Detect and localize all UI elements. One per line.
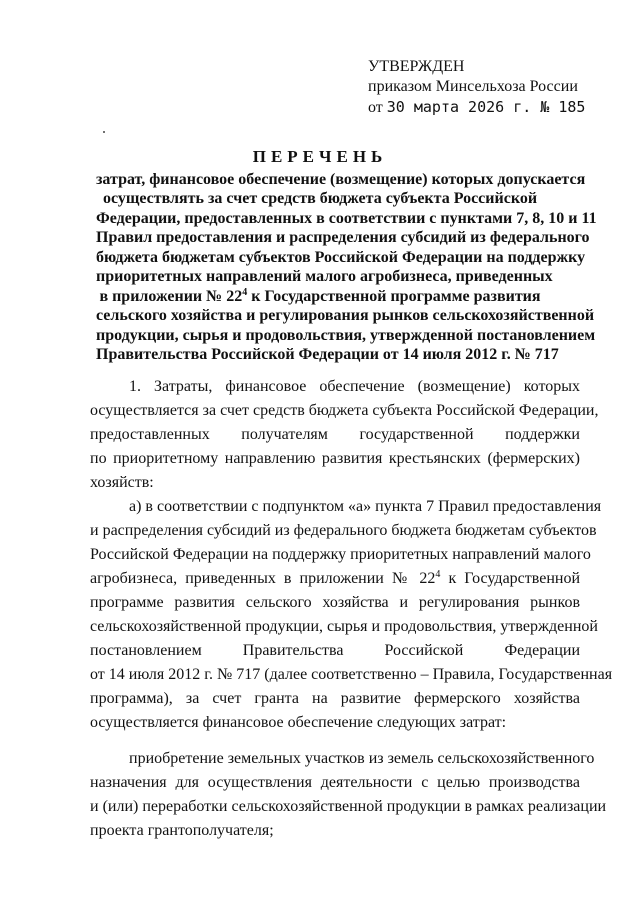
approval-stamp <box>368 57 618 118</box>
title-line: Правил предоставления и распределения субсидий из федерального <box>96 229 590 246</box>
text-line: программа), за счет гранта на развитие фермерского хозяйства <box>90 690 580 707</box>
text-line: сельскохозяйственной продукции, сырья и продовольствия, утвержденной <box>90 618 598 635</box>
text-line: программе развития сельского хозяйства и регулирования рынков <box>90 594 580 611</box>
title-heading: ПЕРЕЧЕНЬ <box>252 147 388 166</box>
title-line: сельского хозяйства и регулирования рынков сельскохозяйственной <box>96 307 595 324</box>
document-body <box>90 375 613 843</box>
title-line: осуществлять за счет средств бюджета субъекта Российской <box>102 190 538 207</box>
paragraph-2 <box>90 495 613 735</box>
title-line <box>96 287 544 307</box>
text-line-part: агробизнеса, приведенных в приложении № 22 <box>90 570 436 587</box>
text-line: от 14 июля 2012 г. № 717 (далее соответственно – Правила, Государственная <box>90 666 613 683</box>
document-title <box>96 147 597 365</box>
text-line: предоставленных получателям государственной поддержки <box>90 426 580 443</box>
approval-date-value: 30 марта 2026 г. № 185 <box>386 98 586 116</box>
text-superscript: 4 <box>435 569 441 580</box>
title-line: Правительства Российской Федерации от 14 июля 2012 г. № 717 <box>96 346 559 363</box>
paragraph-1 <box>90 375 599 495</box>
text-line: а) в соответствии с подпунктом «а» пункта 7 Правил предоставления <box>129 498 602 515</box>
approval-date-prefix: от <box>368 99 383 116</box>
text-line: проекта грантополучателя; <box>90 822 274 839</box>
text-line: по приоритетному направлению развития крестьянских (фермерских) <box>90 450 580 467</box>
title-line-part: в приложении № 22 <box>99 287 243 305</box>
text-line: хозяйств: <box>90 474 154 491</box>
title-line: затрат, финансовое обеспечение (возмещение) которых допускается <box>96 170 586 188</box>
title-line-part: к Государственной программе развития <box>247 287 541 305</box>
text-line: и распределения субсидий из федерального бюджета бюджетам субъектов <box>90 522 597 539</box>
title-line: бюджета бюджетам субъектов Российской Федерации на поддержку <box>96 248 586 266</box>
text-line-part: к Государственной <box>440 570 581 587</box>
scan-speck <box>103 131 105 133</box>
text-line: постановлением Правительства Российской Федерации <box>90 642 580 659</box>
title-line: Федерации, предоставленных в соответствии с пунктами 7, 8, 10 и 11 <box>96 209 597 227</box>
text-line: и (или) переработки сельскохозяйственной продукции в рамках реализации <box>90 798 607 815</box>
text-line <box>90 567 580 591</box>
text-line: осуществляется финансовое обеспечение следующих затрат: <box>90 714 507 731</box>
approval-status: УТВЕРЖДЕН <box>368 58 465 75</box>
text-line: Российской Федерации на поддержку приоритетных направлений малого <box>90 546 591 563</box>
title-superscript: 4 <box>242 286 248 298</box>
text-line: приобретение земельных участков из земель сельскохозяйственного <box>129 750 595 767</box>
approval-order: приказом Минсельхоза России <box>368 78 578 95</box>
text-line: осуществляется за счет средств бюджета субъекта Российской Федерации, <box>90 402 599 419</box>
title-line: приоритетных направлений малого агробизнеса, приведенных <box>96 268 553 285</box>
text-line: назначения для осуществления деятельности с целью производства <box>90 774 580 791</box>
title-line: продукции, сырья и продовольствия, утвержденной постановлением <box>96 326 596 344</box>
paragraph-gap <box>90 735 580 747</box>
text-line: 1. Затраты, финансовое обеспечение (возмещение) которых <box>129 378 580 395</box>
paragraph-3 <box>90 747 607 843</box>
approval-date-line <box>368 97 618 118</box>
